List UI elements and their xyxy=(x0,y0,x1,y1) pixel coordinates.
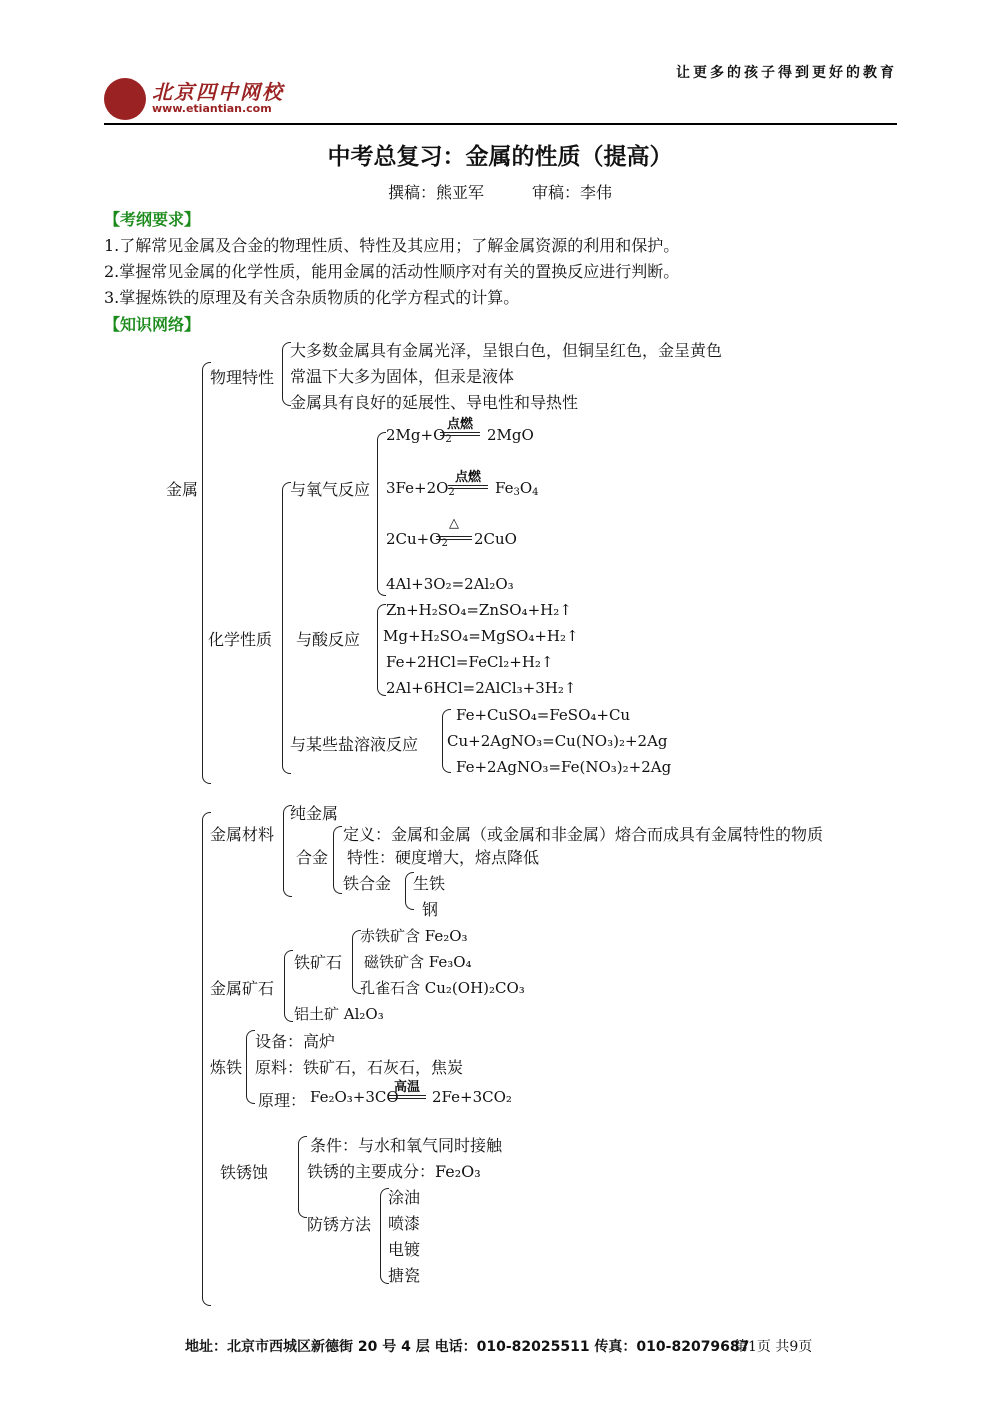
physical-item: 大多数金属具有金属光泽，呈银白色，但铜呈红色，金呈黄色 xyxy=(290,341,723,360)
rust-method: 喷漆 xyxy=(388,1214,421,1233)
rust-condition: 条件：与水和氧气同时接触 xyxy=(310,1136,503,1155)
brace-smelting xyxy=(246,1030,255,1104)
node-physical: 物理特性 xyxy=(210,368,275,387)
iron-ore-item: 磁铁矿含 Fe₃O₄ xyxy=(364,953,472,971)
salt-eq: Cu+2AgNO₃=Cu(NO₃)₂+2Ag xyxy=(447,732,668,750)
rust-method: 涂油 xyxy=(388,1188,421,1207)
brace-alloy xyxy=(333,826,342,894)
eq-fe-equals xyxy=(448,485,488,489)
footer-address: 地址：北京市西城区新德街 20 号 4 层 电话：010-82025511 传真：010-82079687 xyxy=(185,1339,750,1355)
smelting-eq-rhs: 2Fe+3CO₂ xyxy=(432,1088,512,1106)
eq-fe-lhs: $3Fe+2O_2$ xyxy=(386,479,455,498)
node-iron-alloy: 铁合金 xyxy=(343,874,392,893)
logo-url: www.etiantian.com xyxy=(152,102,272,115)
logo-emblem-icon xyxy=(104,78,146,120)
node-salt: 与某些盐溶液反应 xyxy=(290,735,419,754)
site-logo xyxy=(104,74,284,120)
physical-item: 金属具有良好的延展性、导电性和导热性 xyxy=(290,393,579,412)
node-pure-metal: 纯金属 xyxy=(290,804,339,823)
eq-cu-lhs: $2Cu+O_2$ xyxy=(386,530,448,549)
brace-metal xyxy=(202,362,211,784)
salt-eq: Fe+2AgNO₃=Fe(NO₃)₂+2Ag xyxy=(456,758,672,776)
smelting-eq-condition: 高温 xyxy=(393,1080,420,1095)
requirement-item: 3.掌握炼铁的原理及有关含杂质物质的化学方程式的计算。 xyxy=(104,288,520,307)
rust-component: 铁锈的主要成分：Fe₂O₃ xyxy=(307,1162,481,1181)
authors-line: 撰稿：熊亚军 审稿：李伟 xyxy=(387,183,612,202)
alloy-property: 特性：硬度增大，熔点降低 xyxy=(347,848,540,867)
header-slogan: 让更多的孩子得到更好的教育 xyxy=(676,65,897,81)
requirement-item: 1.了解常见金属及合金的物理性质、特性及其应用；了解金属资源的利用和保护。 xyxy=(104,236,680,255)
eq-mg-rhs: 2MgO xyxy=(487,426,534,444)
salt-eq: Fe+CuSO₄=FeSO₄+Cu xyxy=(456,706,631,724)
page-number: 第1页 共9页 xyxy=(734,1339,813,1355)
node-ore: 金属矿石 xyxy=(210,979,275,998)
smelting-eq-lhs: Fe₂O₃+3CO xyxy=(310,1088,399,1106)
iron-ore-item: 赤铁矿含 Fe₂O₃ xyxy=(360,927,468,945)
acid-eq: Zn+H₂SO₄=ZnSO₄+H₂↑ xyxy=(386,601,572,619)
eq-cu-rhs: 2CuO xyxy=(474,530,517,548)
rust-method: 电镀 xyxy=(388,1240,421,1259)
node-chemical: 化学性质 xyxy=(208,630,273,649)
brace-oxygen xyxy=(377,432,386,596)
brace-acid xyxy=(377,604,386,696)
acid-eq: 2Al+6HCl=2AlCl₃+3H₂↑ xyxy=(386,679,577,697)
node-rust: 铁锈蚀 xyxy=(220,1163,269,1182)
requirement-item: 2.掌握常见金属的化学性质，能用金属的活动性顺序对有关的置换反应进行判断。 xyxy=(104,262,680,281)
node-materials: 金属材料 xyxy=(210,825,275,844)
acid-eq: Fe+2HCl=FeCl₂+H₂↑ xyxy=(386,653,554,671)
iron-alloy-item: 生铁 xyxy=(413,874,446,893)
brace-ore xyxy=(284,950,293,1022)
brace-chemical xyxy=(282,482,291,774)
rust-method: 搪瓷 xyxy=(388,1266,421,1285)
eq-mg-equals xyxy=(440,432,480,436)
iron-alloy-item: 钢 xyxy=(422,900,439,919)
eq-al-oxygen: 4Al+3O₂=2Al₂O₃ xyxy=(386,575,514,593)
eq-cu-equals xyxy=(436,536,472,540)
requirements-heading: 【考纲要求】 xyxy=(104,210,201,229)
smelting-equipment: 设备：高炉 xyxy=(255,1032,336,1051)
header-divider xyxy=(104,123,897,125)
eq-mg-condition: 点燃 xyxy=(446,417,473,432)
brace-rust xyxy=(298,1136,307,1218)
smelting-principle-label: 原理： xyxy=(258,1091,307,1110)
page-title: 中考总复习：金属的性质（提高） xyxy=(327,143,673,170)
node-acid: 与酸反应 xyxy=(296,630,361,649)
eq-mg-lhs: $2Mg+O_2$ xyxy=(386,426,452,445)
bauxite-item: 铝土矿 Al₂O₃ xyxy=(294,1005,384,1023)
smelting-eq-equals xyxy=(388,1095,426,1099)
smelting-material: 原料：铁矿石，石灰石，焦炭 xyxy=(255,1058,464,1077)
node-oxygen: 与氧气反应 xyxy=(290,480,371,499)
iron-ore-item: 孔雀石含 Cu₂(OH)₂CO₃ xyxy=(360,979,525,997)
node-iron-ore: 铁矿石 xyxy=(294,953,343,972)
logo-name: 北京四中网校 xyxy=(152,80,284,104)
eq-fe-rhs: $Fe_3O_4$ xyxy=(495,479,539,498)
network-heading: 【知识网络】 xyxy=(104,315,201,334)
eq-cu-condition: △ xyxy=(449,516,459,531)
node-smelting: 炼铁 xyxy=(210,1058,243,1077)
physical-item: 常温下大多为固体，但汞是液体 xyxy=(290,367,515,386)
eq-fe-condition: 点燃 xyxy=(454,470,481,485)
node-rust-prevention: 防锈方法 xyxy=(307,1215,372,1234)
node-alloy: 合金 xyxy=(296,848,329,867)
tree-root-metal: 金属 xyxy=(166,480,199,499)
alloy-definition: 定义：金属和金属（或金属和非金属）熔合而成具有金属特性的物质 xyxy=(343,825,824,844)
acid-eq: Mg+H₂SO₄=MgSO₄+H₂↑ xyxy=(383,627,579,645)
